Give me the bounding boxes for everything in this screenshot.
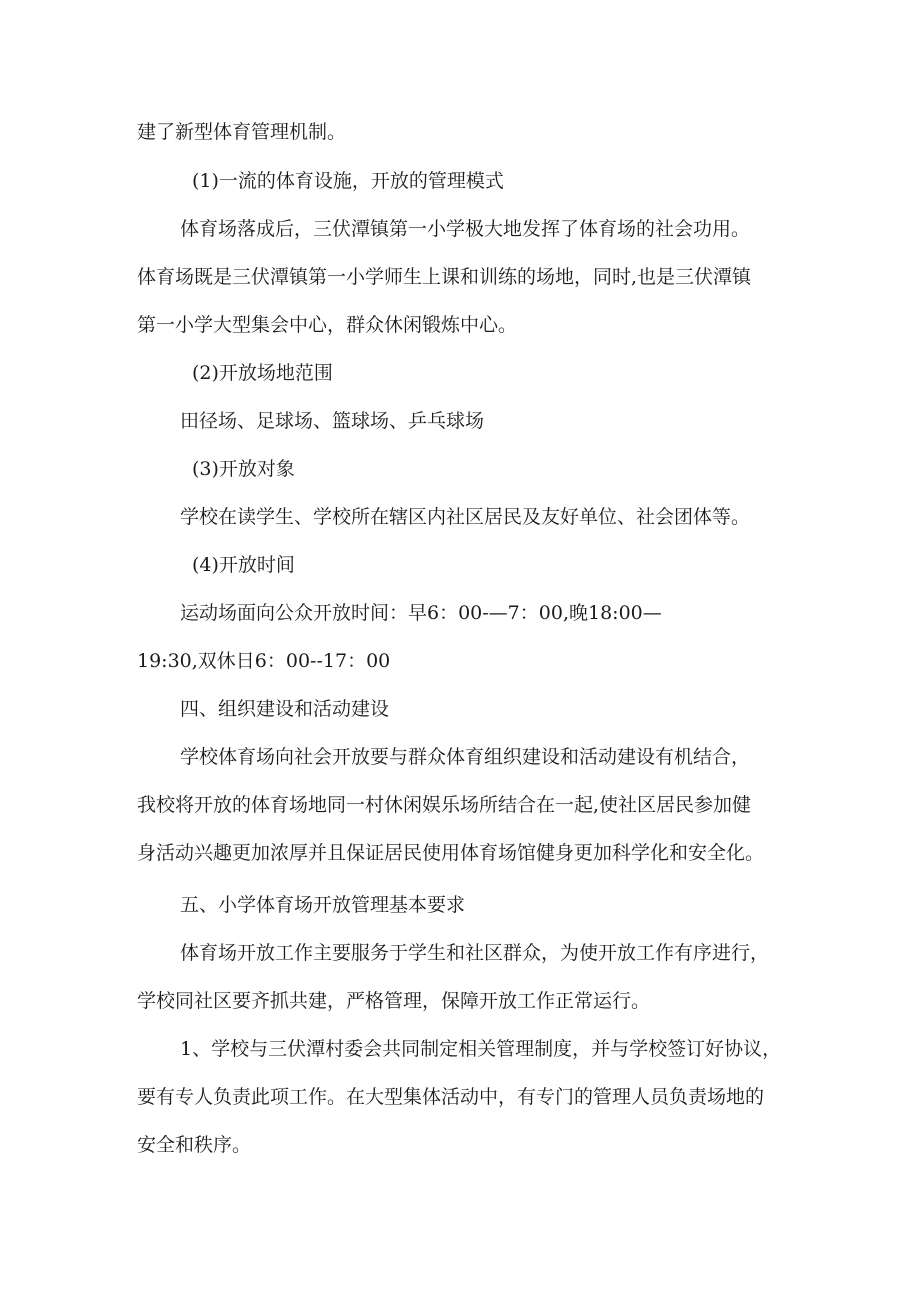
paragraph-line: 安全和秩序。 [137,1134,252,1156]
paragraph-line: 体育场落成后，三伏潭镇第一小学极大地发挥了体育场的社会功用。 [180,218,751,240]
paragraph-line: 身活动兴趣更加浓厚并且保证居民使用体育场馆健身更加科学化和安全化。 [137,842,765,864]
subheading-facilities: (1)一流的体育设施，开放的管理模式 [192,170,504,192]
subheading-audience: (3)开放对象 [192,458,295,480]
paragraph-line: 学校同社区要齐抓共建，严格管理，保障开放工作正常运行。 [137,990,651,1012]
paragraph-line: 第一小学大型集会中心，群众休闲锻炼中心。 [137,314,518,336]
paragraph-line: 体育场既是三伏潭镇第一小学师生上课和训练的场地，同时,也是三伏潭镇 [137,266,752,288]
paragraph-line: 19:30,双休日6：00--17：00 [137,650,391,672]
paragraph-line: 学校体育场向社会开放要与群众体育组织建设和活动建设有机结合， [180,746,751,768]
paragraph-line: 要有专人负责此项工作。在大型集体活动中，有专门的管理人员负责场地的 [137,1086,765,1108]
paragraph-line: 运动场面向公众开放时间：早6：00-—7：00,晚18:00— [180,602,662,624]
paragraph-continuation: 建了新型体育管理机制。 [137,121,347,143]
paragraph-line: 学校在读学生、学校所在辖区内社区居民及友好单位、社会团体等。 [180,506,751,528]
paragraph-line: 1、学校与三伏潭村委会共同制定相关管理制度，并与学校签订好协议， [180,1038,782,1060]
paragraph-line: 田径场、足球场、篮球场、乒乓球场 [180,410,485,432]
subheading-hours: (4)开放时间 [192,554,295,576]
paragraph-line: 我校将开放的体育场地同一村休闲娱乐场所结合在一起,使社区居民参加健 [137,794,752,816]
subheading-scope: (2)开放场地范围 [192,362,333,384]
paragraph-line: 体育场开放工作主要服务于学生和社区群众，为使开放工作有序进行， [180,942,770,964]
section-heading-4: 四、组织建设和活动建设 [180,698,390,720]
section-heading-5: 五、小学体育场开放管理基本要求 [180,894,466,916]
